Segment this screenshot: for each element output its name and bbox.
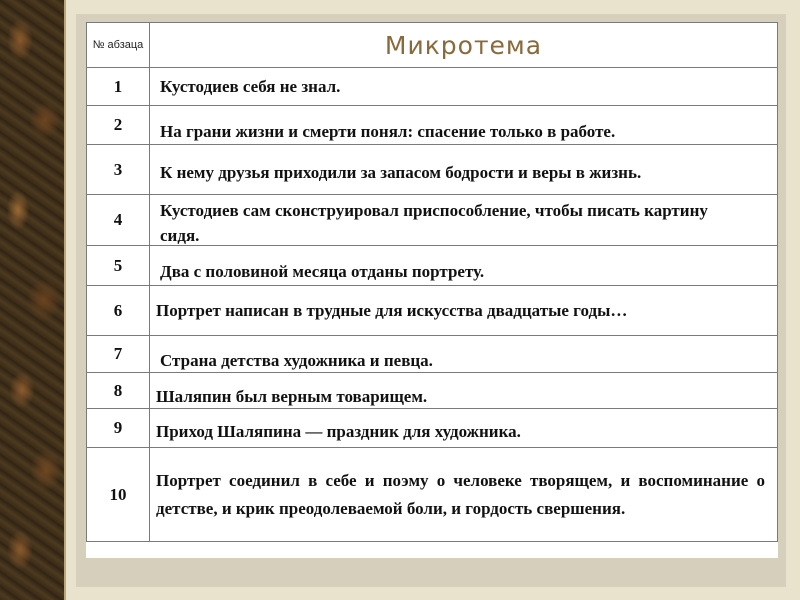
row-microtopic [150,286,778,336]
row-number: 4 [87,195,150,246]
microtopic-table [86,22,778,542]
row-microtopic [150,195,778,246]
row-microtopic-text: Кустодиев сам сконструировал приспособление, чтобы писать картину сидя. [160,201,708,245]
table-row [87,409,778,448]
row-number: 3 [87,145,150,195]
table-row [87,286,778,336]
row-number: 7 [87,336,150,373]
row-number: 8 [87,373,150,409]
row-microtopic-text: К нему друзья приходили за запасом бодрости и веры в жизнь. [160,163,642,182]
row-microtopic [150,373,778,409]
table-row [87,145,778,195]
row-microtopic-text: Два с половиной месяца отданы портрету. [160,262,485,281]
header-title-cell [150,23,778,68]
row-number: 1 [87,68,150,106]
row-microtopic-text: Кустодиев себя не знал. [160,77,341,96]
row-number: 2 [87,106,150,145]
row-microtopic-text: Портрет написан в трудные для искусства двадцатые годы… [156,301,628,320]
row-microtopic [150,106,778,145]
row-microtopic-text: Шаляпин был верным товарищем. [156,387,428,406]
row-microtopic [150,409,778,448]
table-row [87,246,778,286]
header-paragraph-number [87,23,150,68]
header-paragraph-number-label: № абзаца [92,38,144,51]
decorative-side-strip [0,0,66,600]
row-number: 6 [87,286,150,336]
table-row [87,195,778,246]
row-microtopic [150,68,778,106]
row-microtopic [150,336,778,373]
table-row [87,68,778,106]
table-row [87,448,778,542]
row-microtopic-text: Приход Шаляпина — праздник для художника. [156,421,521,441]
row-microtopic [150,145,778,195]
table-row [87,106,778,145]
table-header-row [87,23,778,68]
table-row [87,373,778,409]
header-title: Микротема [384,30,543,60]
row-number: 10 [87,448,150,542]
row-number: 5 [87,246,150,286]
row-number: 9 [87,409,150,448]
row-microtopic-text: Страна детства художника и певца. [160,350,433,370]
row-microtopic-text: Портрет соединил в себе и поэму о человеке творящем, и воспоминание о детстве, и крик преодолеваемой боли, и гордость свершения. [156,470,765,518]
row-microtopic-text: На грани жизни и смерти понял: спасение только в работе. [160,121,616,141]
row-microtopic [150,448,778,542]
table-row [87,336,778,373]
row-microtopic [150,246,778,286]
